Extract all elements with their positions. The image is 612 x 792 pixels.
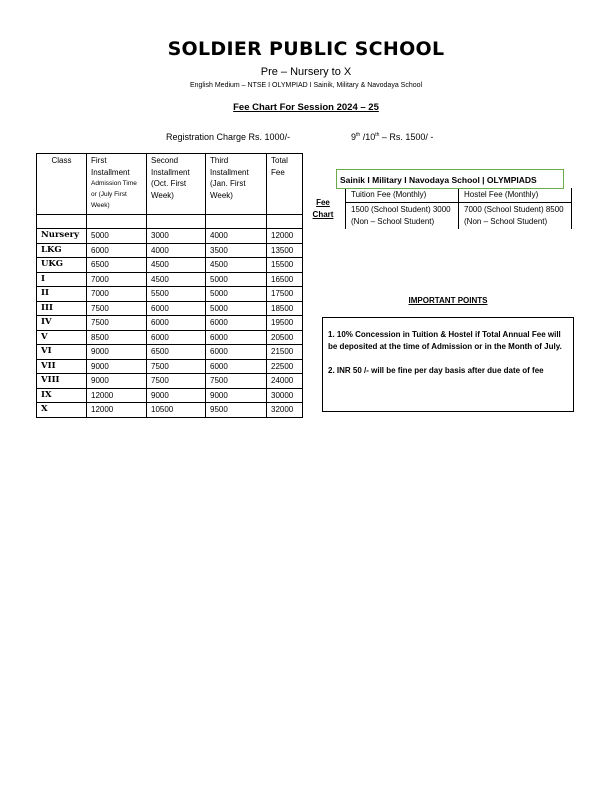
sup-10: th [375, 132, 380, 138]
table-row [37, 330, 303, 345]
first-cell: 6500 [87, 258, 147, 273]
header-second: Second Installment (Oct. First Week) [147, 154, 206, 215]
class-cell: LKG [37, 243, 87, 258]
second-cell: 5500 [147, 287, 206, 302]
third-cell: 6000 [206, 330, 267, 345]
first-cell: 7000 [87, 272, 147, 287]
empty-row [37, 215, 303, 229]
class-cell: VII [37, 359, 87, 374]
important-points-box [322, 317, 574, 412]
third-cell: 4000 [206, 229, 267, 244]
first-cell: 9000 [87, 345, 147, 360]
school-name: SOLDIER PUBLIC SCHOOL [167, 38, 445, 60]
second-cell: 6500 [147, 345, 206, 360]
fee-table-header [37, 154, 303, 215]
total-cell: 30000 [267, 388, 303, 403]
third-cell: 6000 [206, 345, 267, 360]
important-points-title: IMPORTANT POINTS [408, 296, 488, 305]
table-row [37, 316, 303, 331]
second-cell: 6000 [147, 316, 206, 331]
total-cell: 17500 [267, 287, 303, 302]
empty-cell [206, 215, 267, 229]
first-cell: 9000 [87, 374, 147, 389]
class-cell: VI [37, 345, 87, 360]
special-fee-header-row [346, 188, 572, 203]
total-cell: 32000 [267, 403, 303, 418]
second-cell: 4000 [147, 243, 206, 258]
header-first [87, 154, 147, 215]
table-row [37, 272, 303, 287]
empty-cell [267, 215, 303, 229]
table-row [37, 287, 303, 302]
header-class: Class [37, 154, 87, 215]
first-cell: 12000 [87, 403, 147, 418]
total-cell: 12000 [267, 229, 303, 244]
grade-9-10-charge [351, 132, 433, 142]
second-cell: 7500 [147, 374, 206, 389]
second-cell: 6000 [147, 301, 206, 316]
first-cell: 12000 [87, 388, 147, 403]
second-cell: 7500 [147, 359, 206, 374]
total-cell: 20500 [267, 330, 303, 345]
tagline: English Medium – NTSE I OLYMPIAD I Sainik, Military & Navodaya School [189, 82, 423, 89]
total-cell: 13500 [267, 243, 303, 258]
third-cell: 5000 [206, 301, 267, 316]
second-cell: 9000 [147, 388, 206, 403]
first-cell: 7500 [87, 316, 147, 331]
class-cell: Nursery [37, 229, 87, 244]
fee-chart-label-line2: Chart [312, 210, 334, 219]
table-row [37, 243, 303, 258]
table-row [37, 301, 303, 316]
total-cell: 21500 [267, 345, 303, 360]
hostel-fee-values: 7000 (School Student) 8500 (Non – School Student) [459, 203, 572, 230]
grade-10: /10 [360, 132, 376, 142]
special-fee-table [345, 188, 572, 229]
fee-table [36, 153, 303, 418]
grade-charge-amount: – Rs. 1500/ - [379, 132, 434, 142]
first-cell: 7500 [87, 301, 147, 316]
special-fee-values-row [346, 203, 572, 230]
table-row [37, 229, 303, 244]
header-first-label: First Installment [91, 156, 130, 177]
class-cell: UKG [37, 258, 87, 273]
important-point: 1. 10% Concession in Tuition & Hostel if Total Annual Fee will be deposited at the time of Admission or in the Month of July. [328, 330, 562, 351]
third-cell: 3500 [206, 243, 267, 258]
header-total: Total Fee [267, 154, 303, 215]
table-row [37, 374, 303, 389]
table-row [37, 345, 303, 360]
first-cell: 6000 [87, 243, 147, 258]
total-cell: 24000 [267, 374, 303, 389]
sup-9: th [356, 132, 361, 138]
second-cell: 4500 [147, 258, 206, 273]
third-cell: 6000 [206, 359, 267, 374]
first-cell: 8500 [87, 330, 147, 345]
second-cell: 4500 [147, 272, 206, 287]
session-title: Fee Chart For Session 2024 – 25 [233, 102, 379, 113]
table-row [37, 359, 303, 374]
class-cell: IX [37, 388, 87, 403]
header-first-note: Admission Time or (July First Week) [91, 180, 137, 209]
tuition-fee-header: Tuition Fee (Monthly) [346, 188, 459, 203]
table-row [37, 388, 303, 403]
second-cell: 3000 [147, 229, 206, 244]
class-cell: I [37, 272, 87, 287]
table-row [37, 258, 303, 273]
grade-9: 9 [351, 132, 357, 142]
special-schools-banner: Sainik I Military I Navodaya School | OLYMPIADS [336, 169, 564, 189]
tuition-fee-values: 1500 (School Student) 3000 (Non – School Student) [346, 203, 459, 230]
registration-charge: Registration Charge Rs. 1000/- [166, 132, 291, 142]
important-point: 2. INR 50 /- will be fine per day basis after due date of fee [328, 366, 544, 375]
table-row [37, 403, 303, 418]
total-cell: 22500 [267, 359, 303, 374]
third-cell: 4500 [206, 258, 267, 273]
class-cell: II [37, 287, 87, 302]
class-cell: V [37, 330, 87, 345]
third-cell: 5000 [206, 287, 267, 302]
second-cell: 6000 [147, 330, 206, 345]
fee-chart-label [310, 197, 336, 221]
third-cell: 5000 [206, 272, 267, 287]
empty-cell [37, 215, 87, 229]
third-cell: 9500 [206, 403, 267, 418]
first-cell: 7000 [87, 287, 147, 302]
class-cell: X [37, 403, 87, 418]
class-cell: IV [37, 316, 87, 331]
fee-chart-label-line1: Fee [316, 198, 330, 207]
total-cell: 18500 [267, 301, 303, 316]
empty-cell [147, 215, 206, 229]
class-cell: VIII [37, 374, 87, 389]
empty-cell [87, 215, 147, 229]
third-cell: 9000 [206, 388, 267, 403]
first-cell: 5000 [87, 229, 147, 244]
classes-range: Pre – Nursery to X [260, 66, 352, 78]
hostel-fee-header: Hostel Fee (Monthly) [459, 188, 572, 203]
total-cell: 16500 [267, 272, 303, 287]
third-cell: 7500 [206, 374, 267, 389]
second-cell: 10500 [147, 403, 206, 418]
third-cell: 6000 [206, 316, 267, 331]
class-cell: III [37, 301, 87, 316]
total-cell: 19500 [267, 316, 303, 331]
total-cell: 15500 [267, 258, 303, 273]
header-third: Third Installment (Jan. First Week) [206, 154, 267, 215]
first-cell: 9000 [87, 359, 147, 374]
